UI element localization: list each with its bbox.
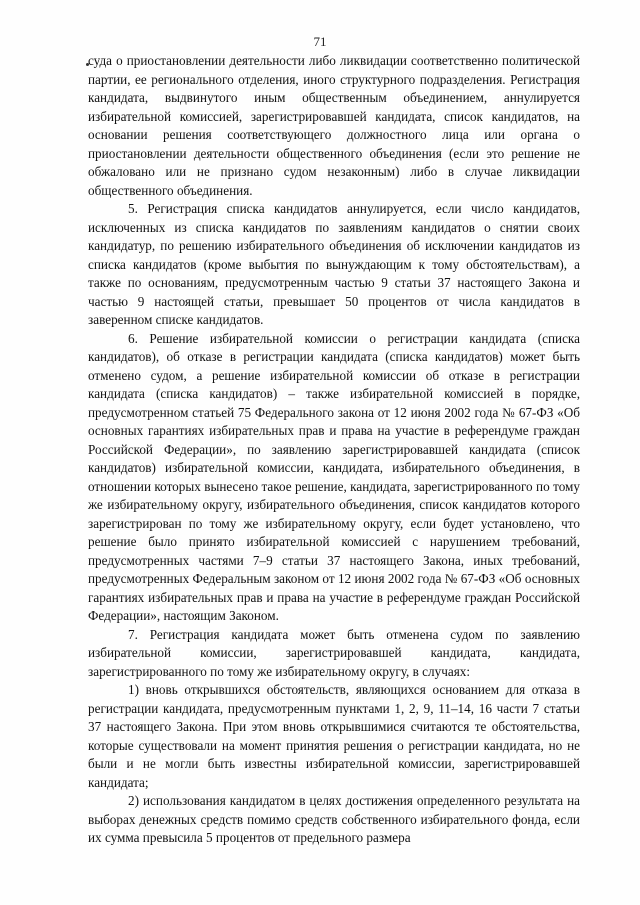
paragraph-continuation: суда о приостановлении деятельности либо ликвидации соответственно политической партии, ее регионального отделения, иного структурного подразделения. Регистрация кандидата, выдвинутого иным общественным объединением, аннулируется избирательной комиссией, зарегистрировавшей кандидата, список кандидатов, на основании решения соответствующего должностного лица или органа о приостановлении деятельности общественного объединения (если это решение не обжаловано или не признано судом незаконным) либо в случае ликвидации общественного объединения.: [88, 53, 580, 198]
paragraph-item-7: 7. Регистрация кандидата может быть отменена судом по заявлению избирательной комиссии, зарегистрировавшей кандидата, кандидата, зарегистрированного по тому же избирательному округу, в случаях:: [88, 626, 580, 679]
paragraph-subitem-2: 2) использования кандидатом в целях достижения определенного результата на выборах денежных средств помимо средств собственного избирательного фонда, если их сумма превысила 5 процентов от предельного размера: [88, 793, 580, 845]
document-body: [88, 52, 580, 848]
paragraph-item-5: 5. Регистрация списка кандидатов аннулируется, если число кандидатов, исключенных из списка кандидатов по заявлениям кандидатов о снятии своих кандидатур, по решению избирательного объединения об исключении кандидатов из списка кандидатов (кроме выбытия по вынуждающим к тому обстоятельствам), а также по основаниям, предусмотренным частью 9 статьи 37 настоящего Закона и частью 9 настоящей статьи, превышает 50 процентов от числа кандидатов в заверенном списке кандидатов.: [88, 201, 580, 327]
page-number: 71: [313, 34, 327, 49]
paragraph-item-6: 6. Решение избирательной комиссии о регистрации кандидата (списка кандидатов), об отказе в регистрации кандидата (списка кандидатов) может быть отменено судом, а решение избирательной комиссии об отказе в регистрации кандидата (списка кандидатов) – также избирательной комиссией в порядке, предусмотренном статьей 75 Федерального закона от 12 июня 2002 года № 67-ФЗ «Об основных гарантиях избирательных прав и права на участие в референдуме граждан Российской Федерации», по заявлению зарегистрировавшей кандидата (список кандидатов) избирательной комиссии, кандидата, избирательного объединения, в отношении которых вынесено такое решение, кандидата, зарегистрированного по тому же избирательному округу, избирательного объединения, список кандидатов которого зарегистрирован по тому же избирательному округу, если будет установлено, что решение было принято избирательной комиссией с нарушением требований, предусмотренных частями 7–9 статьи 37 настоящего Закона, иных требований, предусмотренных Федеральным законом от 12 июня 2002 года № 67-ФЗ «Об основных гарантиях избирательных прав и права на участие в референдуме граждан Российской Федерации», настоящим Законом.: [88, 330, 580, 623]
paragraph-subitem-1: 1) вновь открывшихся обстоятельств, являющихся основанием для отказа в регистрации кандидата, предусмотренным пунктами 1, 2, 9, 11–14, 16 части 7 статьи 37 настоящего Закона. При этом вновь открывшимися считаются те обстоятельства, которые существовали на момент принятия решения о регистрации кандидата, но не были и не могли быть известны избирательной комиссии, зарегистрировавшей кандидата;: [88, 682, 580, 790]
